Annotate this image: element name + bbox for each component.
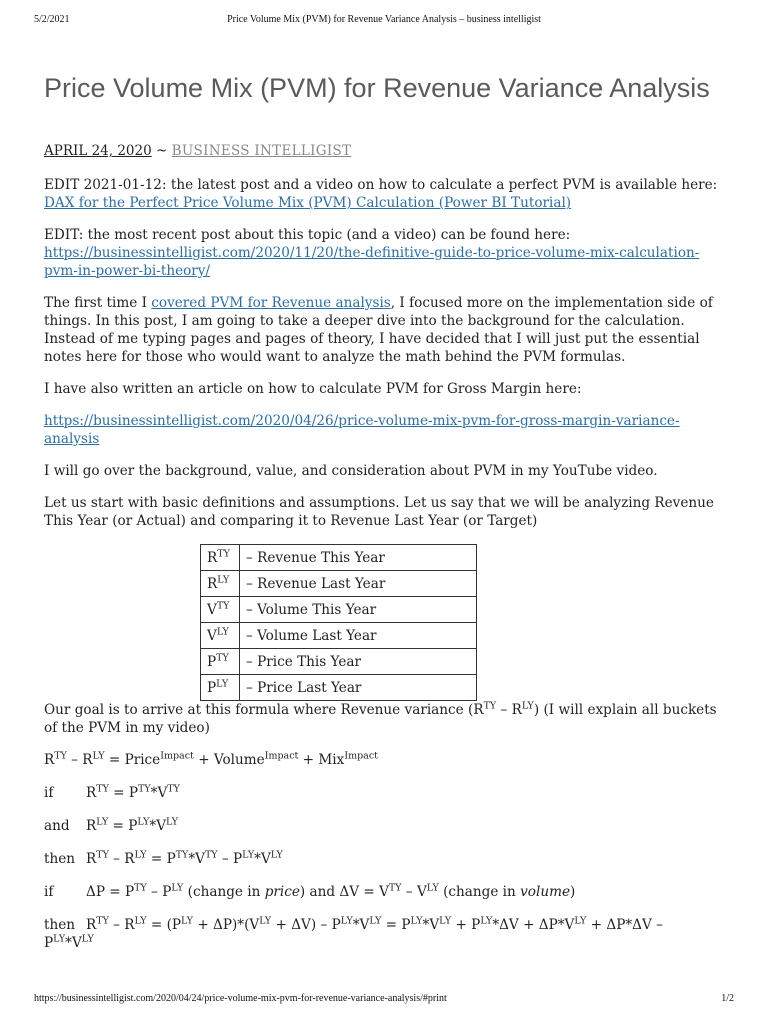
print-url: https://businessintelligist.com/2020/04/24/price-volume-mix-pvm-for-revenue-variance-analysis/#print [34, 993, 447, 1004]
formula-if-delta: if $\Delta P = P^{TY} - P^{LY}$ (change in price) and $\Delta V = V^{TY} - V^{LY}$ (change in volume) [44, 882, 576, 900]
table-row [201, 571, 477, 597]
description-cell: – Volume Last Year [240, 623, 477, 649]
edit-note-2: EDIT: the most recent post about this topic (and a video) can be found here: https://businessintelligist.com/2020/11/20/the-definitive-guide-to-price-volume-mix-calculation-pvm-in-power-bi-theory/ [44, 227, 700, 279]
youtube-paragraph: I will go over the background, value, and consideration about PVM in my YouTube video. [44, 463, 658, 479]
edit-note-1: EDIT 2021-01-12: the latest post and a video on how to calculate a perfect PVM is available here: DAX for the Perfect Price Volume Mix (PVM) Calculation (Power BI Tutorial) [44, 177, 718, 211]
symbol-cell: $R^{TY}$ [201, 545, 240, 571]
gross-margin-link[interactable]: https://businessintelligist.com/2020/04/26/price-volume-mix-pvm-for-gross-margin-variance-analysis [44, 413, 680, 447]
goal-paragraph: Our goal is to arrive at this formula where Revenue variance $(R^{TY} - R^{LY})$ (I will explain all buckets of the PVM in my video) [44, 700, 717, 736]
gross-margin-paragraph: I have also written an article on how to calculate PVM for Gross Margin here: [44, 381, 582, 397]
formula-main: $R^{TY} - R^{LY}$ = Price$^{Impact}$ + Volume$^{Impact}$ + Mix$^{Impact}$ [44, 750, 378, 768]
formula-and-rly: and $R^{LY} = P^{LY}*V^{LY}$ [44, 816, 179, 834]
article-title: Price Volume Mix (PVM) for Revenue Variance Analysis [44, 73, 710, 103]
gross-margin-link-paragraph [44, 412, 724, 448]
author-link[interactable]: BUSINESS INTELLIGIST [171, 143, 352, 159]
table-row [201, 545, 477, 571]
formula-then-diff: then $R^{TY} - R^{LY} = P^{TY}*V^{TY} - P^{LY}*V^{LY}$ [44, 849, 283, 867]
description-cell: – Price This Year [240, 649, 477, 675]
print-date: 5/2/2021 [34, 14, 70, 25]
print-footer [0, 993, 768, 1009]
definitions-intro: Let us start with basic definitions and assumptions. Let us say that we will be analyzing Revenue This Year (or Actual) and comparing it to Revenue Last Year (or Target) [44, 495, 714, 529]
meta-separator: ~ [156, 143, 168, 159]
description-cell: – Price Last Year [240, 675, 477, 701]
formula-continuation: $P^{LY}*V^{LY}$ [44, 933, 94, 951]
print-page-title: Price Volume Mix (PVM) for Revenue Variance Analysis – business intelligist [227, 14, 541, 25]
article-meta [44, 142, 724, 160]
description-cell: – Volume This Year [240, 597, 477, 623]
print-header [0, 14, 768, 30]
table-row [201, 675, 477, 701]
description-cell: – Revenue This Year [240, 545, 477, 571]
definitive-guide-link[interactable]: https://businessintelligist.com/2020/11/20/the-definitive-guide-to-price-volume-mix-calculation-pvm-in-power-bi-theory/ [44, 245, 700, 279]
formula-cut-off-line [44, 958, 724, 970]
page-number: 1/2 [721, 993, 734, 1004]
post-date-link[interactable]: APRIL 24, 2020 [44, 143, 152, 159]
covered-pvm-link[interactable]: covered PVM for Revenue analysis [151, 295, 391, 311]
symbol-cell: $R^{LY}$ [201, 571, 240, 597]
symbol-cell: $P^{TY}$ [201, 649, 240, 675]
symbol-cell: $V^{TY}$ [201, 597, 240, 623]
article [44, 70, 724, 970]
definitions-table [200, 544, 477, 701]
formula-if-rty: if $R^{TY} = P^{TY}*V^{TY}$ [44, 783, 180, 801]
description-cell: – Revenue Last Year [240, 571, 477, 597]
formula-block [44, 751, 724, 970]
symbol-cell: $V^{LY}$ [201, 623, 240, 649]
intro-paragraph: The first time I covered PVM for Revenue analysis, I focused more on the implementation side of things. In this post, I am going to take a deeper dive into the background for the calculation. Instead of me typing pages and pages of theory, I have decided that I will just put the essential notes here for those who would want to analyze the math behind the PVM formulas. [44, 295, 713, 365]
table-row [201, 649, 477, 675]
table-row [201, 597, 477, 623]
formula-then-expand: then $R^{TY} - R^{LY} = (P^{LY} + \Delta P)*(V^{LY} + \Delta V) - P^{LY}*V^{LY} = P^{LY}*V^{LY} + P^{LY}*\Delta V + \Delta P*V^{LY} + \Delta P*\Delta V$ – [44, 915, 663, 933]
perfect-pvm-link[interactable]: DAX for the Perfect Price Volume Mix (PVM) Calculation (Power BI Tutorial) [44, 195, 572, 211]
symbol-cell: $P^{LY}$ [201, 675, 240, 701]
table-row [201, 623, 477, 649]
